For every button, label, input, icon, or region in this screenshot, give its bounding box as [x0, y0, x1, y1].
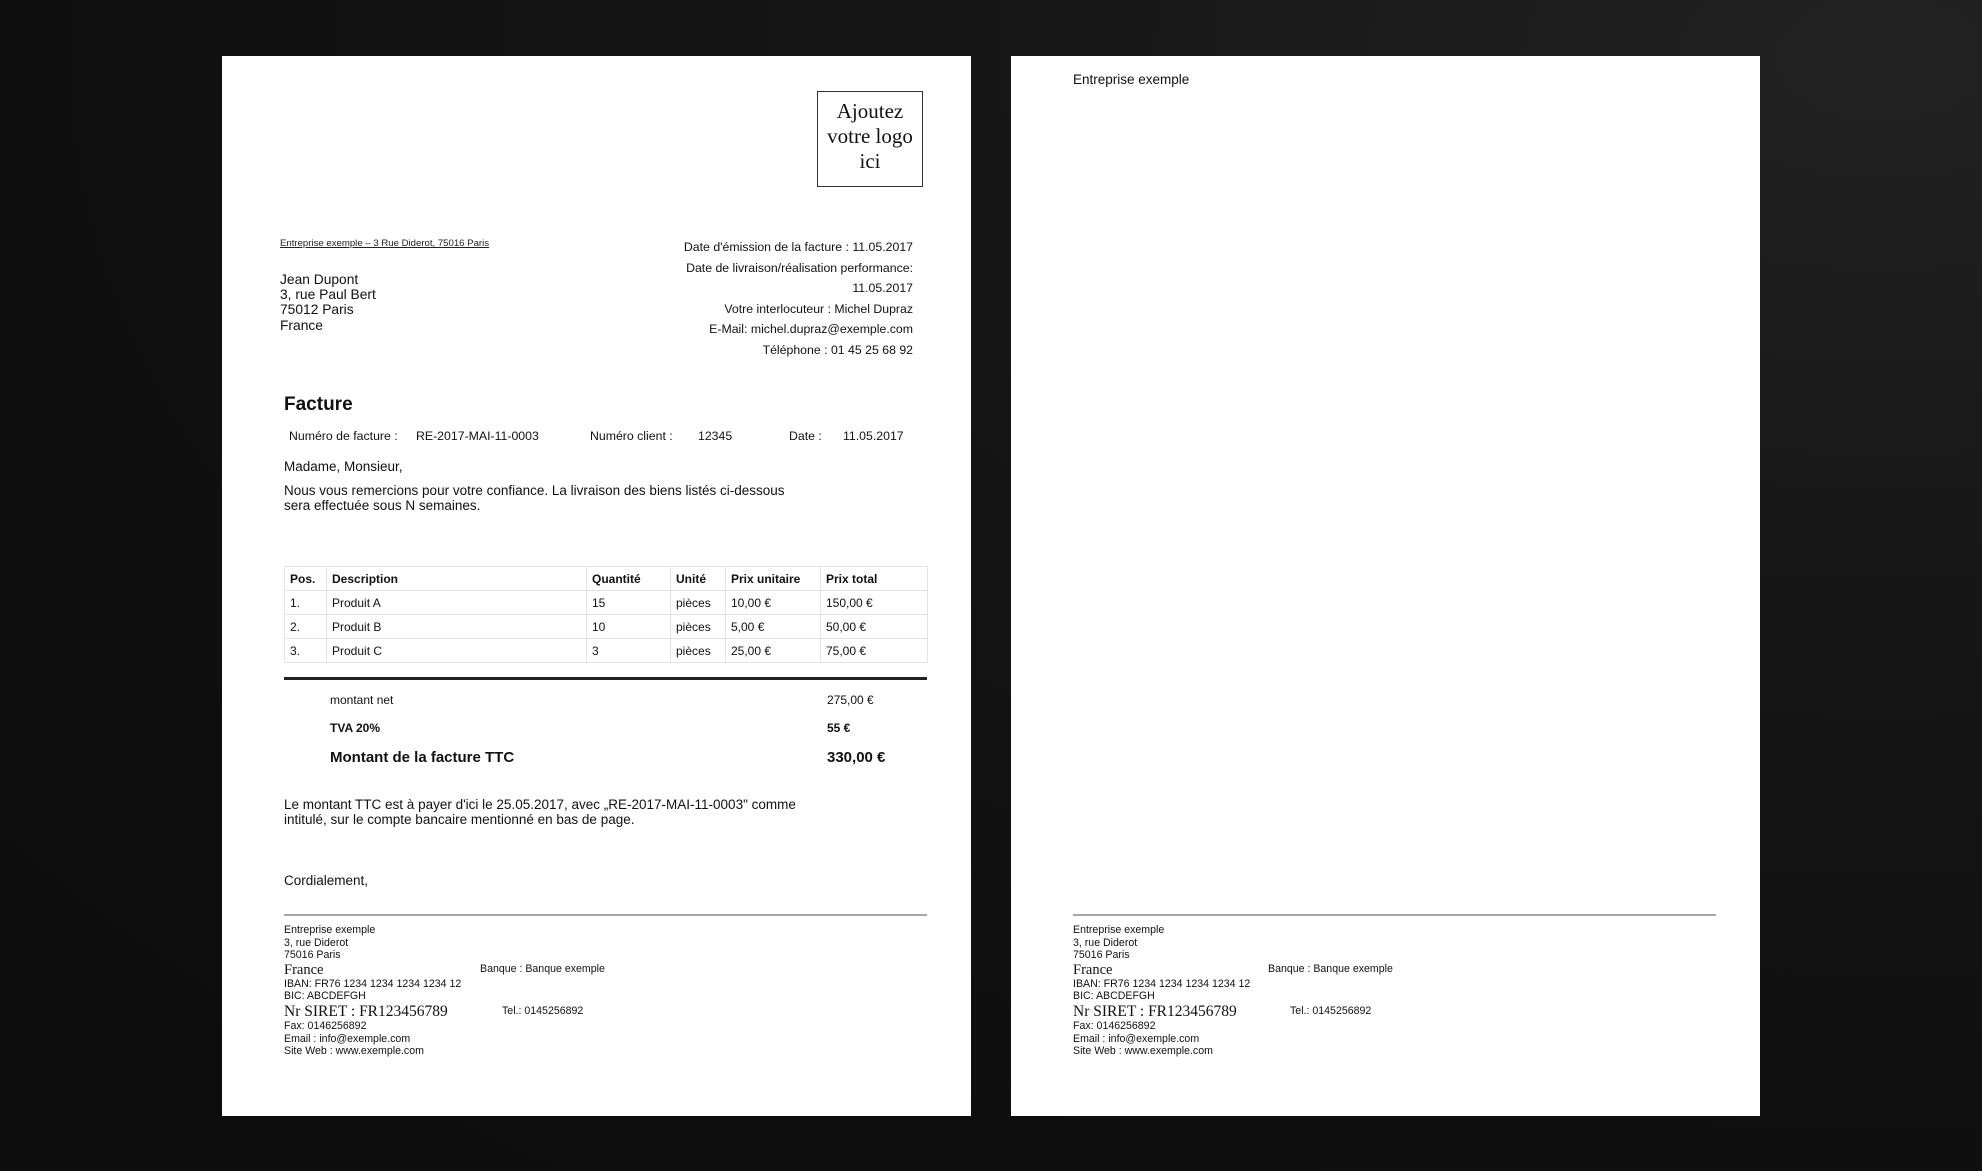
footer-email: Email : info@exemple.com: [284, 1032, 411, 1045]
cell-quantity: 15: [587, 591, 671, 615]
payment-instructions: Le montant TTC est à payer d'ici le 25.05.2017, avec „RE-2017-MAI-11-0003" comme intitulé, sur le compte bancaire mentionné en bas de page.: [284, 797, 796, 828]
footer-bic: BIC: ABCDEFGH: [1073, 990, 1155, 1003]
footer-divider: [1073, 914, 1716, 916]
footer-company-info: [284, 924, 461, 1058]
vat-value: 55 €: [827, 721, 851, 735]
contact-phone: Téléphone : 01 45 25 68 92: [762, 342, 913, 357]
logo-text-line: Ajoutez: [836, 99, 904, 123]
invoice-number: RE-2017-MAI-11-0003: [416, 429, 539, 443]
line-items-table: [284, 566, 928, 663]
footer-website: Site Web : www.exemple.com: [1073, 1045, 1213, 1058]
intro-paragraph: Nous vous remercions pour votre confiance. La livraison des biens listés ci-dessous sera effectuée sous N semaines.: [284, 483, 785, 514]
greeting: Madame, Monsieur,: [284, 459, 403, 474]
footer-fax: Fax: 0146256892: [1073, 1019, 1156, 1032]
logo-text-line: votre logo: [827, 124, 913, 148]
footer-iban: IBAN: FR76 1234 1234 1234 1234 12: [1073, 977, 1251, 990]
footer-bic: BIC: ABCDEFGH: [284, 990, 366, 1003]
cell-description: Produit A: [327, 591, 587, 615]
footer-divider: [284, 914, 927, 916]
table-row: [285, 615, 928, 639]
client-number: 12345: [698, 429, 733, 443]
cell-unit-price: 25,00 €: [726, 639, 821, 663]
recipient-name: Jean Dupont: [280, 272, 359, 287]
client-number-label: Numéro client :: [590, 429, 673, 443]
closing: Cordialement,: [284, 873, 369, 888]
table-row: [285, 591, 928, 615]
column-header-unit-price: Prix unitaire: [726, 567, 821, 591]
cell-unit: pièces: [671, 591, 726, 615]
footer-fax: Fax: 0146256892: [284, 1019, 367, 1032]
cell-unit-price: 5,00 €: [726, 615, 821, 639]
logo-text-line: ici: [859, 149, 881, 173]
cell-total-price: 50,00 €: [821, 615, 928, 639]
column-header-description: Description: [327, 567, 587, 591]
issue-date: Date d'émission de la facture : 11.05.2017: [683, 240, 913, 254]
cell-quantity: 10: [587, 615, 671, 639]
footer-bank: Banque : Banque exemple: [480, 963, 605, 975]
footer-bank: Banque : Banque exemple: [1268, 963, 1393, 975]
footer-company: Entreprise exemple: [284, 924, 376, 936]
footer-iban: IBAN: FR76 1234 1234 1234 1234 12: [284, 977, 462, 990]
column-header-quantity: Quantité: [587, 567, 671, 591]
document-title: Facture: [284, 394, 353, 415]
invoice-number-label: Numéro de facture :: [289, 429, 398, 443]
recipient-address: [280, 272, 376, 333]
footer-siret: Nr SIRET : FR123456789: [284, 1002, 448, 1020]
cell-unit-price: 10,00 €: [726, 591, 821, 615]
net-amount-label: montant net: [330, 693, 394, 707]
cell-description: Produit B: [327, 615, 587, 639]
totals-divider: [284, 677, 927, 680]
footer-siret: Nr SIRET : FR123456789: [1073, 1002, 1237, 1020]
recipient-city: 75012 Paris: [280, 302, 354, 318]
column-header-total-price: Prix total: [821, 567, 928, 591]
invoice-page-1: [222, 56, 971, 1116]
total-ttc-label: Montant de la facture TTC: [330, 749, 515, 766]
logo-placeholder: [817, 91, 923, 187]
cell-unit: pièces: [671, 639, 726, 663]
delivery-date: 11.05.2017: [852, 281, 913, 296]
footer-company-info: [1073, 924, 1250, 1058]
invoice-date: 11.05.2017: [843, 429, 904, 443]
cell-pos: 1.: [285, 591, 327, 615]
cell-pos: 2.: [285, 615, 327, 639]
footer-street: 3, rue Diderot: [284, 936, 349, 949]
invoice-info-block: [684, 237, 913, 361]
sender-address-line: Entreprise exemple – 3 Rue Diderot, 75016 Paris: [280, 238, 490, 249]
column-header-pos: Pos.: [285, 567, 327, 591]
contact-person: Votre interlocuteur : Michel Dupraz: [724, 301, 913, 316]
cell-description: Produit C: [327, 639, 587, 663]
recipient-street: 3, rue Paul Bert: [280, 287, 376, 303]
footer-email: Email : info@exemple.com: [1073, 1032, 1200, 1045]
page-header-company: Entreprise exemple: [1073, 72, 1190, 87]
footer-tel: Tel.: 0145256892: [1290, 1005, 1372, 1017]
footer-street: 3, rue Diderot: [1073, 936, 1138, 949]
footer-city: 75016 Paris: [1073, 949, 1130, 962]
footer-city: 75016 Paris: [284, 949, 341, 962]
footer-tel: Tel.: 0145256892: [502, 1005, 584, 1017]
cell-quantity: 3: [587, 639, 671, 663]
footer-company: Entreprise exemple: [1073, 924, 1165, 936]
footer-country: France: [1073, 961, 1113, 978]
cell-unit: pièces: [671, 615, 726, 639]
footer-country: France: [284, 961, 324, 978]
table-row: [285, 639, 928, 663]
contact-email: E-Mail: michel.dupraz@exemple.com: [709, 322, 913, 337]
cell-total-price: 75,00 €: [821, 639, 928, 663]
total-ttc-value: 330,00 €: [827, 749, 886, 766]
footer-website: Site Web : www.exemple.com: [284, 1045, 424, 1058]
recipient-country: France: [280, 317, 323, 333]
invoice-page-2: [1011, 56, 1760, 1116]
delivery-date-label: Date de livraison/réalisation performance:: [686, 260, 913, 275]
column-header-unit: Unité: [671, 567, 726, 591]
table-header-row: [285, 567, 928, 591]
net-amount-value: 275,00 €: [827, 693, 874, 707]
cell-pos: 3.: [285, 639, 327, 663]
vat-label: TVA 20%: [330, 721, 381, 735]
cell-total-price: 150,00 €: [821, 591, 928, 615]
date-label: Date :: [789, 429, 822, 443]
